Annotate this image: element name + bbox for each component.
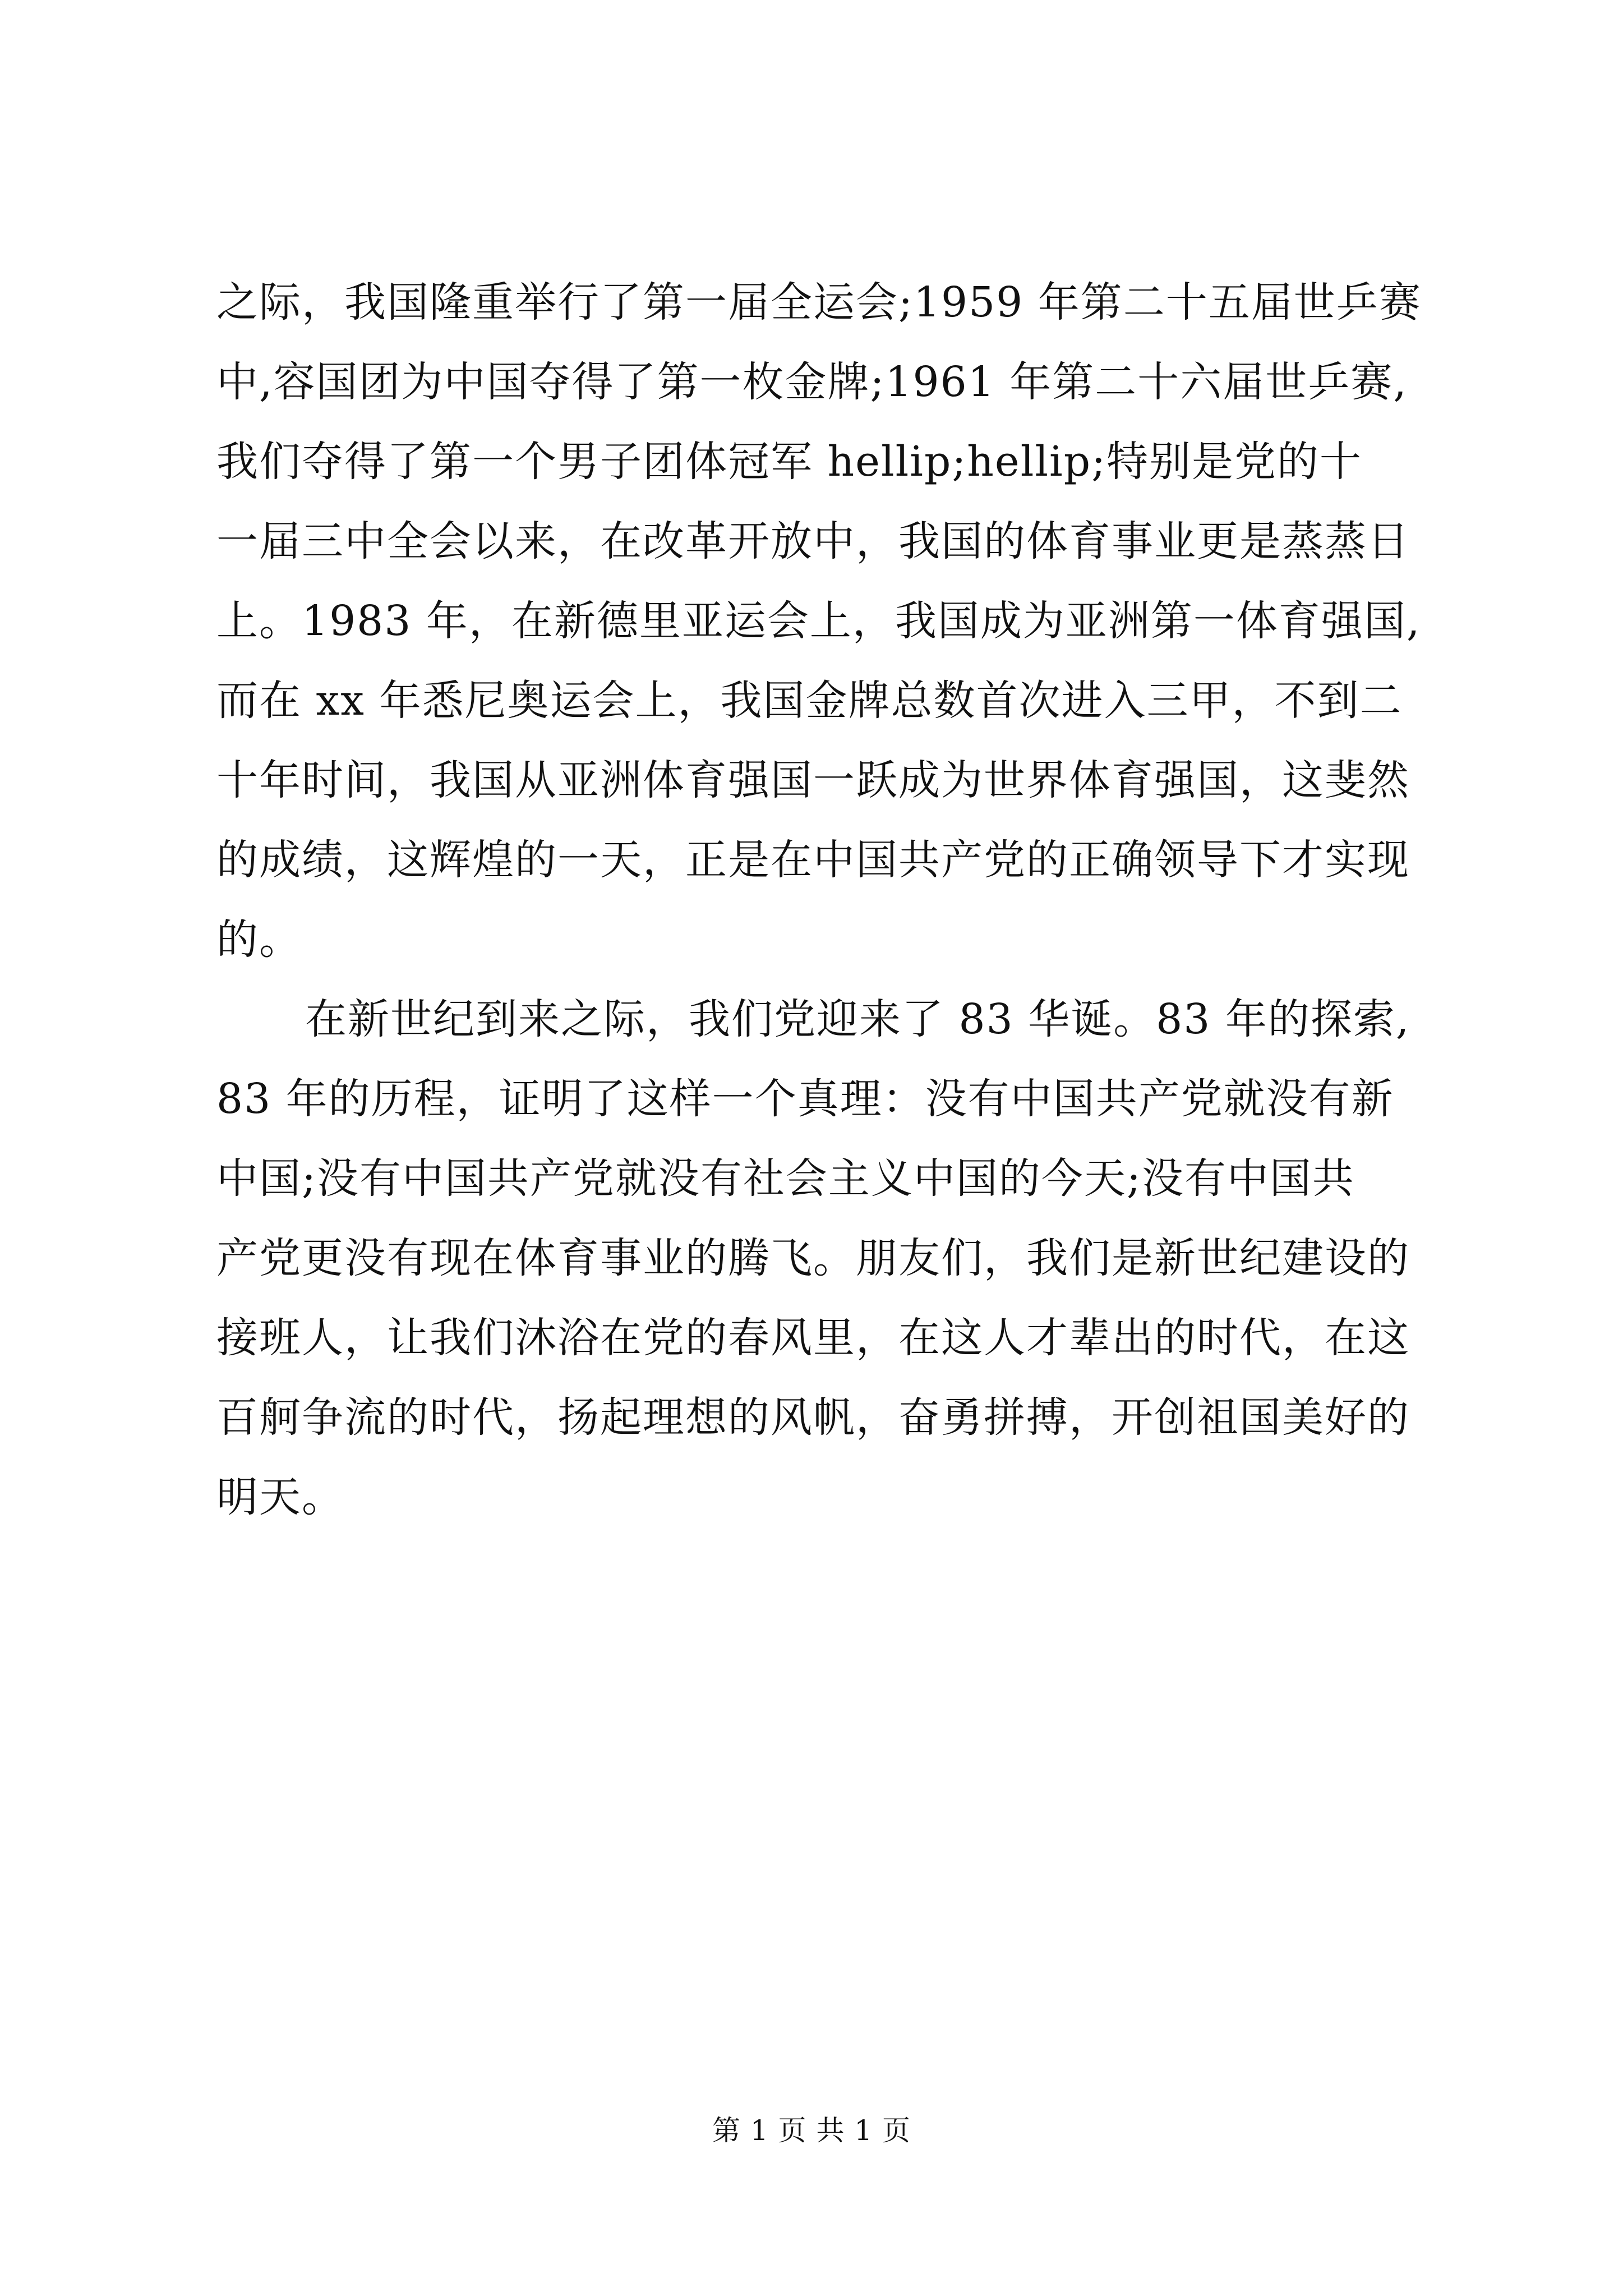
paragraph-line: 中,容国团为中国夺得了第一枚金牌;1961 年第二十六届世乒赛, xyxy=(216,358,1408,406)
paragraph-2 xyxy=(216,979,1428,1537)
paragraph-line: 的成绩，这辉煌的一天，正是在中国共产党的正确领导下才实现 xyxy=(216,836,1410,884)
paragraph-line: 83 年的历程，证明了这样一个真理：没有中国共产党就没有新 xyxy=(216,1075,1394,1123)
paragraph-1 xyxy=(216,263,1428,979)
paragraph-line: 的。 xyxy=(216,915,302,964)
paragraph-line: 而在 xx 年悉尼奥运会上，我国金牌总数首次进入三甲，不到二 xyxy=(216,677,1403,725)
paragraph-line: 上。1983 年，在新德里亚运会上，我国成为亚洲第一体育强国, xyxy=(216,597,1421,645)
paragraph-line: 接班人，让我们沐浴在党的春风里，在这人才辈出的时代，在这 xyxy=(216,1314,1410,1362)
paragraph-line: 明天。 xyxy=(216,1473,344,1521)
paragraph-line: 产党更没有现在体育事业的腾飞。朋友们，我们是新世纪建设的 xyxy=(216,1234,1410,1282)
paragraph-line: 中国;没有中国共产党就没有社会主义中国的今天;没有中国共 xyxy=(216,1154,1355,1203)
paragraph-line: 十年时间，我国从亚洲体育强国一跃成为世界体育强国，这斐然 xyxy=(216,756,1410,804)
paragraph-line: 在新世纪到来之际，我们党迎来了 83 华诞。83 年的探索, xyxy=(305,995,1410,1043)
paragraph-line: 一届三中全会以来，在改革开放中，我国的体育事业更是蒸蒸日 xyxy=(216,517,1410,565)
page-number-footer: 第 1 页 共 1 页 xyxy=(712,2114,911,2147)
paragraph-line: 我们夺得了第一个男子团体冠军 hellip;hellip;特别是党的十 xyxy=(216,438,1363,486)
document-body xyxy=(216,263,1428,1537)
paragraph-line: 百舸争流的时代，扬起理想的风帆，奋勇拼搏，开创祖国美好的 xyxy=(216,1393,1410,1442)
paragraph-line: 之际，我国隆重举行了第一届全运会;1959 年第二十五届世乒赛 xyxy=(216,278,1422,326)
